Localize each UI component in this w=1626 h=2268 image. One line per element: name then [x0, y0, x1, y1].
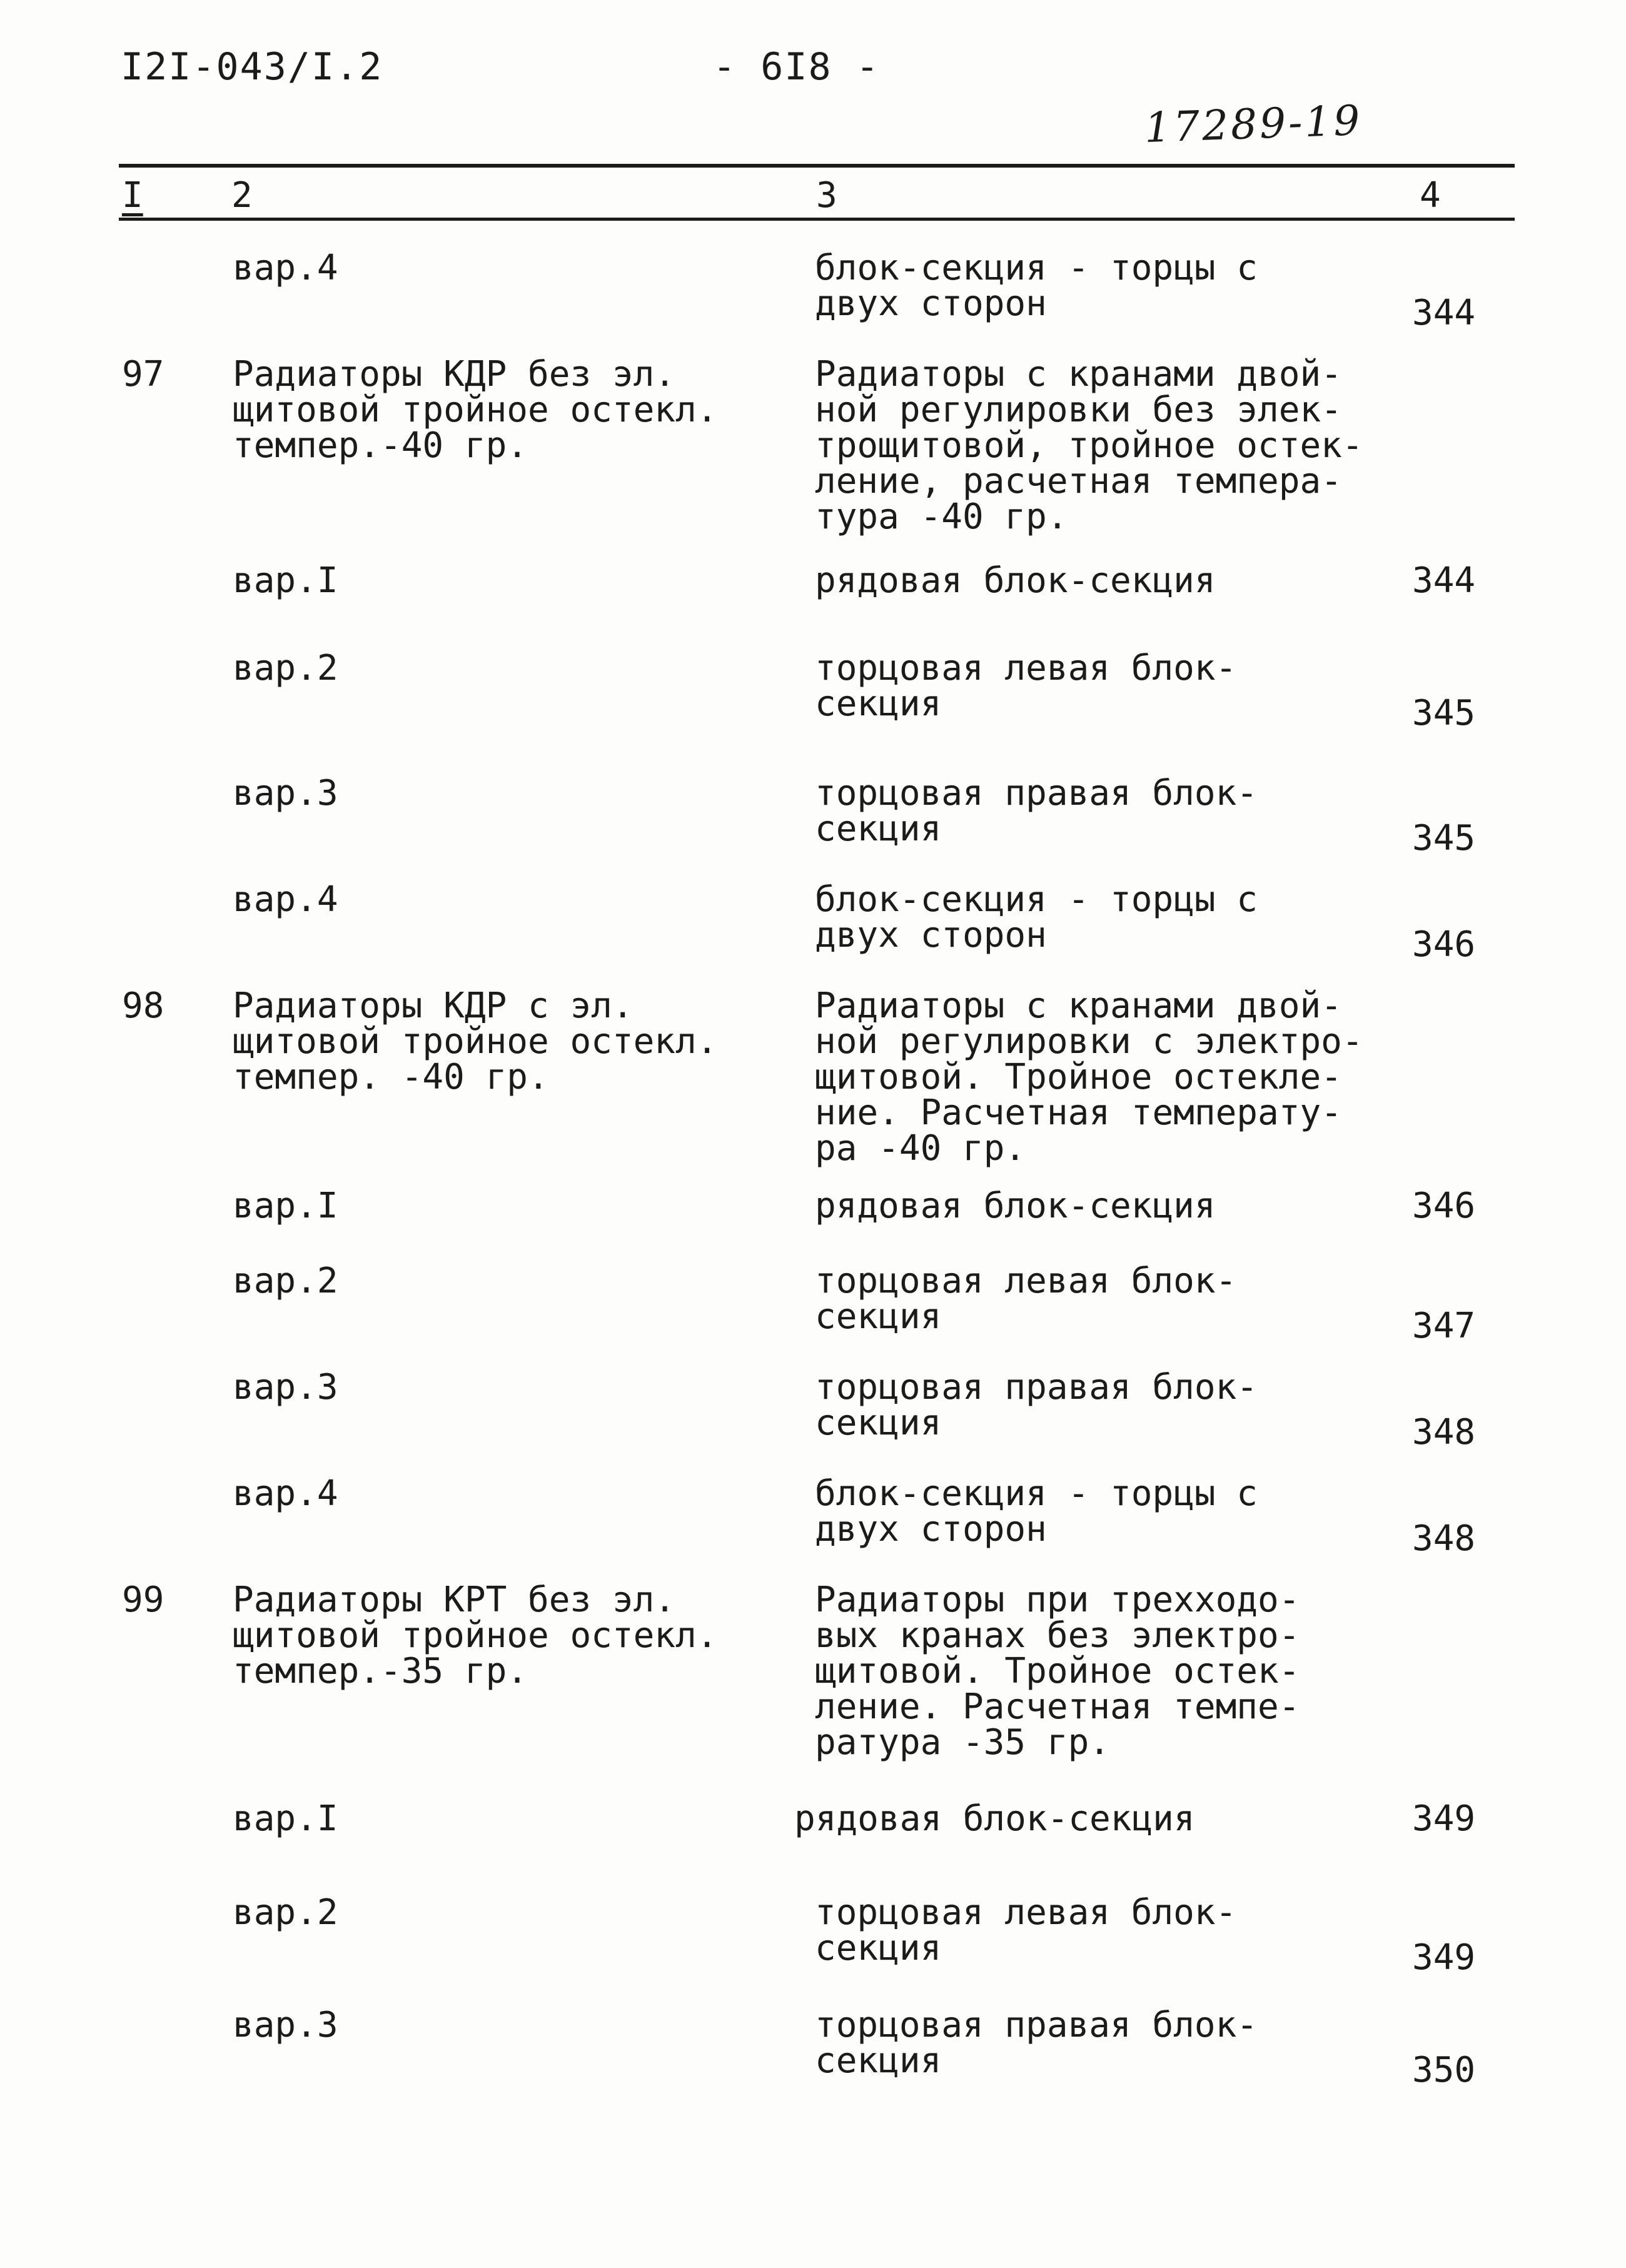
row-description [815, 356, 1363, 535]
row-name-line: вар.3 [233, 773, 338, 814]
row-name-line: Радиаторы КДР с эл. [233, 985, 634, 1026]
row-description-line: Радиаторы при трехходо- [815, 1580, 1300, 1620]
row-page-number: 348 [1412, 1412, 1476, 1453]
row-description [815, 248, 1258, 324]
page-number: - 6I8 - [713, 45, 880, 89]
row-name-line: Радиаторы КДР без эл. [233, 354, 676, 395]
row-description-line: секция [815, 683, 942, 724]
row-description-line: ратура -35 гр. [815, 1722, 1111, 1763]
row-description-line: ление. Расчетная темпе- [815, 1686, 1300, 1727]
row-name-line: вар.2 [233, 1261, 338, 1301]
row-name-line: темпер. -40 гр. [233, 1057, 549, 1097]
table-top-rule [119, 164, 1515, 168]
row-description-line: щитовой. Тройное остек- [815, 1651, 1300, 1691]
row-name-line: вар.2 [233, 648, 338, 688]
row-description-line: Радиаторы с кранами двой- [815, 354, 1342, 395]
row-description-line: ление, расчетная темпера- [815, 461, 1342, 501]
row-name [233, 1367, 338, 1408]
row-description [794, 1798, 1195, 1839]
row-description-line: секция [815, 1403, 942, 1443]
row-description-line: блок-секция - торцы с [815, 1473, 1258, 1514]
row-description [815, 1261, 1237, 1337]
row-name-line: щитовой тройное остекл. [233, 390, 718, 430]
row-description-line: торцовая правая блок- [815, 2005, 1258, 2045]
row-name-line: щитовой тройное остекл. [233, 1021, 718, 1062]
row-name [233, 1798, 338, 1839]
row-number: 97 [122, 354, 164, 395]
row-description [815, 650, 1236, 722]
row-name [233, 1892, 338, 1933]
row-name [233, 1263, 338, 1299]
row-description [815, 775, 1258, 847]
row-description-line: блок-секция - торцы с [815, 879, 1258, 920]
row-description-line: блок-секция - торцы с [815, 248, 1258, 288]
column-header-2: 2 [231, 175, 253, 216]
row-name-line: щитовой тройное остекл. [233, 1615, 718, 1656]
row-name [233, 773, 338, 814]
row-description-line: секция [815, 1928, 942, 1968]
row-page-number: 349 [1412, 1937, 1476, 1978]
row-description [815, 879, 1258, 955]
row-name-line: вар.4 [233, 1473, 338, 1514]
row-page-number: 345 [1412, 818, 1476, 859]
row-description-line: торцовая правая блок- [815, 1367, 1258, 1408]
row-description-line: секция [815, 2040, 942, 2081]
row-name-line: вар.3 [233, 2005, 338, 2045]
row-name-line: темпер.-35 гр. [233, 1651, 528, 1691]
row-page-number: 345 [1412, 693, 1476, 733]
row-description [815, 1473, 1258, 1550]
row-name-line: вар.4 [233, 879, 338, 920]
row-name [233, 1582, 717, 1689]
row-page-number: 349 [1412, 1798, 1476, 1839]
row-description-line: рядовая блок-секция [815, 560, 1216, 601]
row-name-line: Радиаторы КРТ без эл. [233, 1580, 676, 1620]
row-page-number: 347 [1412, 1306, 1476, 1346]
row-name-line: вар.2 [233, 1892, 338, 1933]
row-description-line: торцовая правая блок- [815, 773, 1258, 814]
row-name-line: вар.I [233, 560, 338, 601]
row-description-line: двух сторон [815, 915, 1047, 955]
row-description-line: ра -40 гр. [815, 1128, 1026, 1169]
column-header-3: 3 [816, 175, 837, 216]
row-name [233, 354, 718, 466]
row-name [233, 1473, 338, 1514]
row-description-line: торцовая левая блок- [815, 1892, 1237, 1933]
row-description-line: двух сторон [815, 1509, 1047, 1550]
row-description [815, 985, 1363, 1169]
row-description-line: секция [815, 809, 942, 849]
row-description [815, 1188, 1216, 1224]
row-name-line: вар.4 [233, 248, 338, 288]
column-header-4: 4 [1420, 175, 1441, 216]
row-description-line: Радиаторы с кранами двой- [815, 985, 1342, 1026]
row-description [815, 1892, 1237, 1968]
row-description-line: ной регулировки с электро- [815, 1021, 1363, 1062]
row-description-line: трощитовой, тройное остек- [815, 425, 1363, 466]
row-name-line: темпер.-40 гр. [233, 425, 528, 466]
row-description [815, 1580, 1300, 1763]
row-number: 99 [122, 1580, 164, 1620]
row-description-line: ной регулировки без элек- [815, 390, 1342, 430]
row-name [233, 250, 338, 286]
row-description-line: вых кранах без электро- [815, 1615, 1300, 1656]
row-name [233, 879, 338, 920]
row-description [815, 2007, 1258, 2079]
row-description-line: рядовая блок-секция [815, 1186, 1216, 1226]
row-description-line: торцовая левая блок- [815, 1261, 1237, 1301]
row-page-number: 344 [1412, 560, 1476, 601]
row-name [233, 1188, 338, 1224]
row-page-number: 348 [1412, 1518, 1476, 1559]
row-name [233, 650, 338, 686]
row-number: 98 [122, 985, 164, 1026]
row-page-number: 346 [1412, 1186, 1476, 1226]
row-description-line: рядовая блок-секция [794, 1798, 1195, 1839]
row-description-line: ние. Расчетная температу- [815, 1092, 1342, 1133]
row-name [233, 2007, 338, 2043]
row-name-line: вар.I [233, 1186, 338, 1226]
document-code: I2I-043/I.2 [121, 45, 383, 89]
row-description-line: секция [815, 1296, 942, 1337]
table-header-rule [119, 218, 1515, 221]
row-name-line: вар.3 [233, 1367, 338, 1408]
row-description-line: щитовой. Тройное остекле- [815, 1057, 1342, 1097]
row-name-line: вар.I [233, 1798, 338, 1839]
handwritten-number: 17289-19 [1143, 96, 1363, 153]
row-page-number: 346 [1412, 924, 1476, 965]
column-header-1: I [122, 175, 143, 216]
table-body [0, 250, 1626, 2189]
row-description [815, 1369, 1258, 1441]
row-description-line: торцовая левая блок- [815, 648, 1237, 688]
row-description [815, 560, 1216, 601]
row-page-number: 344 [1412, 293, 1476, 333]
row-page-number: 350 [1412, 2050, 1476, 2090]
row-name [233, 985, 718, 1097]
row-name [233, 560, 338, 601]
row-description-line: двух сторон [815, 283, 1047, 324]
row-description-line: тура -40 гр. [815, 496, 1068, 537]
